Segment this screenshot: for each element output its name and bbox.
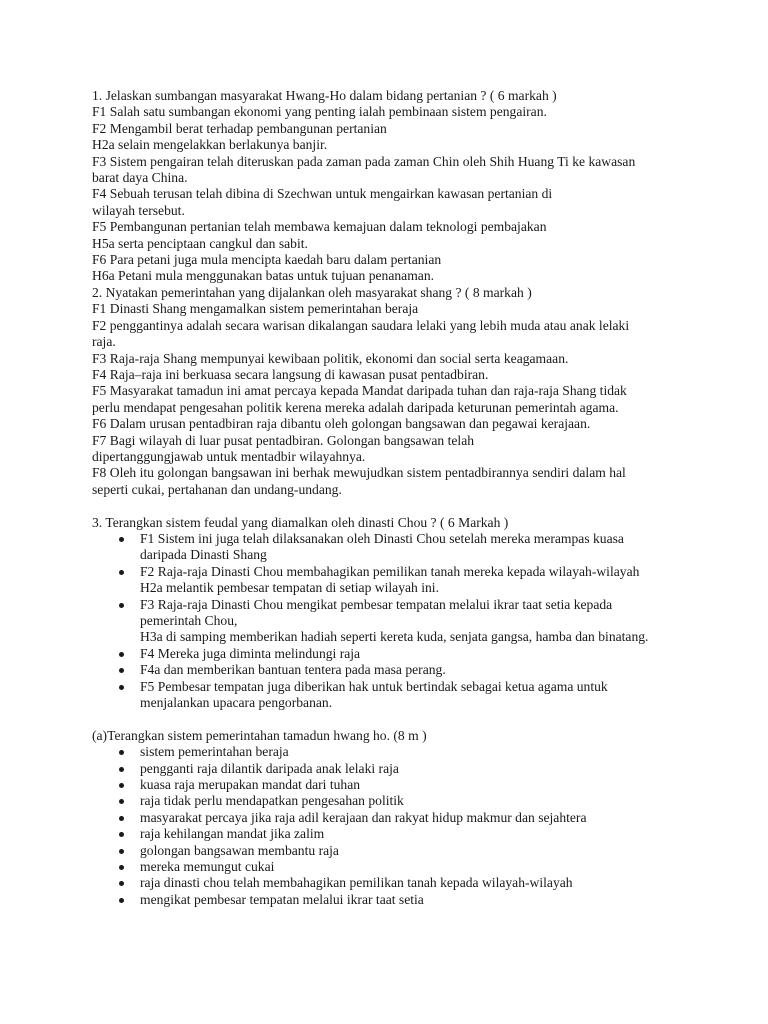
list-item-text: menjalankan upacara pengorbanan.	[140, 695, 333, 711]
document-body	[92, 88, 692, 908]
bullet-icon	[119, 668, 124, 673]
section-4-hwang-ho-government	[92, 728, 692, 908]
list-item	[92, 810, 692, 826]
answer-line: F5 Masyarakat tamadun ini amat percaya kepada Mandat daripada tuhan dan raja-raja Shang tidak	[92, 383, 627, 399]
list-item-text: pemerintah Chou,	[140, 612, 238, 628]
list-item-text: F1 Sistem ini juga telah dilaksanakan oleh Dinasti Chou setelah mereka merampas kuasa	[140, 530, 624, 546]
bullet-icon	[119, 767, 124, 772]
bullet-icon	[119, 799, 124, 804]
section-3-chou-feudal	[92, 515, 692, 712]
answer-line: F6 Dalam urusan pentadbiran raja dibantu oleh golongan bangsawan dan pegawai kerajaan.	[92, 416, 591, 432]
list-item-text: golongan bangsawan membantu raja	[140, 842, 339, 858]
list-item	[92, 892, 692, 908]
list-item	[92, 761, 692, 777]
list-item-text: mengikat pembesar tempatan melalui ikrar taat setia	[140, 891, 424, 907]
answer-line: wilayah tersebut.	[92, 202, 185, 218]
list-item	[92, 629, 692, 645]
list-item	[92, 826, 692, 842]
paragraph-gap	[92, 498, 692, 514]
list-item	[92, 777, 692, 793]
list-item	[92, 531, 692, 564]
answer-line: H2a selain mengelakkan berlakunya banjir.	[92, 137, 328, 153]
section-2-shang-government	[92, 285, 692, 498]
list-item-text: F5 Pembesar tempatan juga diberikan hak untuk bertindak sebagai ketua agama untuk	[140, 678, 608, 694]
answer-line: barat daya China.	[92, 170, 188, 186]
bullet-icon	[119, 603, 124, 608]
bullet-icon	[119, 783, 124, 788]
list-item	[92, 875, 692, 891]
list-item	[92, 744, 692, 760]
list-item-text: F2 Raja-raja Dinasti Chou membahagikan pemilikan tanah mereka kepada wilayah-wilayah	[140, 563, 640, 579]
bullet-icon	[119, 849, 124, 854]
list-item-text: pengganti raja dilantik daripada anak lelaki raja	[140, 760, 399, 776]
government-bullet-list	[92, 744, 692, 908]
list-item	[92, 646, 692, 662]
list-item-text: kuasa raja merupakan mandat dari tuhan	[140, 777, 361, 793]
paragraph-gap	[92, 711, 692, 727]
list-item-text: raja tidak perlu mendapatkan pengesahan politik	[140, 793, 404, 809]
bullet-icon	[119, 652, 124, 657]
question-4a-heading: (a)Terangkan sistem pemerintahan tamadun hwang ho. (8 m )	[92, 727, 427, 743]
bullet-icon	[119, 685, 124, 690]
list-item-text: masyarakat percaya jika raja adil kerajaan dan rakyat hidup makmur dan sejahtera	[140, 809, 587, 825]
answer-line: F5 Pembangunan pertanian telah membawa kemajuan dalam teknologi pembajakan	[92, 219, 547, 235]
answer-line: F8 Oleh itu golongan bangsawan ini berhak mewujudkan sistem pentadbirannya sendiri dalam hal	[92, 465, 626, 481]
answer-line: F3 Sistem pengairan telah diteruskan pada zaman pada zaman Chin oleh Shih Huang Ti ke kawasan	[92, 153, 636, 169]
answer-line: F1 Dinasti Shang mengamalkan sistem pemerintahan beraja	[92, 301, 419, 317]
list-item	[92, 859, 692, 875]
list-item-text: mereka memungut cukai	[140, 859, 275, 875]
list-item-text: daripada Dinasti Shang	[140, 547, 267, 563]
bullet-icon	[119, 881, 124, 886]
list-item	[92, 843, 692, 859]
answer-line: H6a Petani mula menggunakan batas untuk tujuan penanaman.	[92, 268, 435, 284]
list-item	[92, 793, 692, 809]
bullet-icon	[119, 816, 124, 821]
answer-line: dipertanggungjawab untuk mentadbir wilayahnya.	[92, 448, 366, 464]
list-item	[92, 679, 692, 712]
answer-line: H5a serta penciptaan cangkul dan sabit.	[92, 235, 308, 251]
bullet-icon	[119, 832, 124, 837]
answer-line: F2 Mengambil berat terhadap pembangunan pertanian	[92, 120, 387, 136]
list-item-text: F3 Raja-raja Dinasti Chou mengikat pembesar tempatan melalui ikrar taat setia kepada	[140, 596, 613, 612]
question-3-heading: 3. Terangkan sistem feudal yang diamalkan oleh dinasti Chou ? ( 6 Markah )	[92, 514, 509, 530]
feudal-bullet-list	[92, 531, 692, 711]
section-1-hwang-ho-agriculture	[92, 88, 692, 285]
bullet-icon	[119, 537, 124, 542]
answer-line: seperti cukai, pertahanan dan undang-undang.	[92, 481, 342, 497]
list-item-text: sistem pemerintahan beraja	[140, 744, 289, 760]
question-1-heading: 1. Jelaskan sumbangan masyarakat Hwang-Ho dalam bidang pertanian ? ( 6 markah )	[92, 88, 557, 103]
list-item-text: H2a melantik pembesar tempatan di setiap wilayah ini.	[140, 580, 439, 596]
list-item-text: H3a di samping memberikan hadiah seperti kereta kuda, senjata gangsa, hamba dan binatang.	[140, 629, 649, 645]
answer-line: F7 Bagi wilayah di luar pusat pentadbiran. Golongan bangsawan telah	[92, 432, 475, 448]
bullet-icon	[119, 898, 124, 903]
answer-line: F6 Para petani juga mula mencipta kaedah baru dalam pertanian	[92, 252, 442, 268]
list-item-text: raja dinasti chou telah membahagikan pemilikan tanah kepada wilayah-wilayah	[140, 875, 573, 891]
bullet-icon	[119, 570, 124, 575]
answer-line: F3 Raja-raja Shang mempunyai kewibaan politik, ekonomi dan social serta keagamaan.	[92, 350, 569, 366]
list-item	[92, 597, 692, 630]
list-item	[92, 662, 692, 678]
question-2-heading: 2. Nyatakan pemerintahan yang dijalankan oleh masyarakat shang ? ( 8 markah )	[92, 284, 532, 300]
bullet-icon	[119, 750, 124, 755]
list-item-text: raja kehilangan mandat jika zalim	[140, 826, 325, 842]
answer-line: F4 Sebuah terusan telah dibina di Szechwan untuk mengairkan kawasan pertanian di	[92, 186, 553, 202]
answer-line: raja.	[92, 334, 116, 350]
bullet-icon	[119, 865, 124, 870]
answer-line: F4 Raja–raja ini berkuasa secara langsung di kawasan pusat pentadbiran.	[92, 366, 489, 382]
list-item	[92, 564, 692, 597]
answer-line: F1 Salah satu sumbangan ekonomi yang penting ialah pembinaan sistem pengairan.	[92, 104, 547, 120]
answer-line: perlu mendapat pengesahan politik kerena mereka adalah daripada keturunan pemerintah agama.	[92, 399, 619, 415]
list-item-text: F4 Mereka juga diminta melindungi raja	[140, 645, 361, 661]
answer-line: F2 penggantinya adalah secara warisan dikalangan saudara lelaki yang lebih muda atau anak lelaki	[92, 317, 630, 333]
list-item-text: F4a dan memberikan bantuan tentera pada masa perang.	[140, 662, 446, 678]
